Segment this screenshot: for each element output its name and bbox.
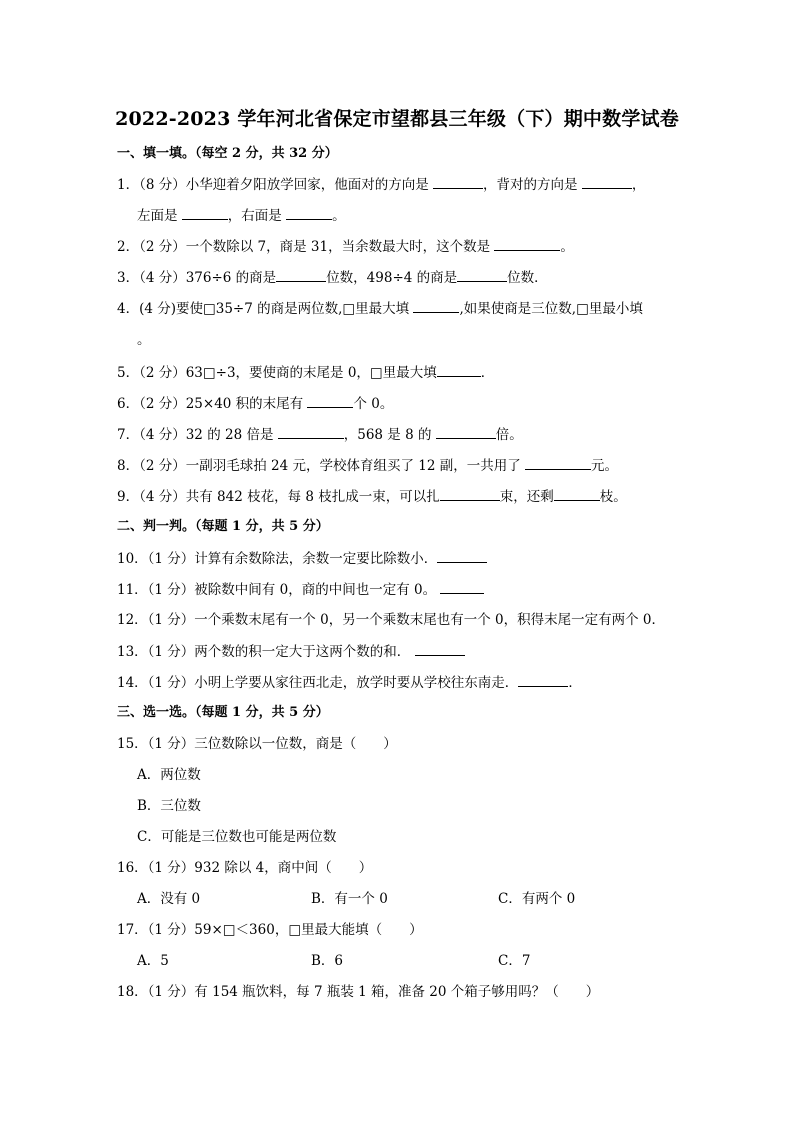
q14-text-b: ． [568,675,582,691]
q16-option-b[interactable]: B．有一个 0 [311,891,388,907]
question-9 [117,486,627,507]
question-6 [117,393,393,414]
section-heading-1: 一、填一填。（每空 2 分，共 32 分） [117,146,338,161]
q2-text-b: 。 [560,239,574,255]
question-15-stem: 15．（1 分）三位数除以一位数，商是（ ） [117,736,397,752]
q9-text-b: 束，还剩 [499,489,554,505]
q3-text-c: 位数． [507,270,548,286]
answer-blank[interactable] [494,236,560,251]
answer-blank[interactable] [182,205,228,220]
answer-blank[interactable] [437,362,481,377]
q7-text-b: ，568 是 8 的 [343,427,432,443]
q5-text-b: ． [480,365,495,381]
question-4-line-2 [137,329,151,350]
q11-text: 11．（1 分）被除数中间有 0，商的中间也一定有 0。 [117,582,437,598]
q6-text-b: 个 0。 [353,396,394,412]
answer-blank[interactable] [554,486,600,501]
answer-blank[interactable] [437,548,487,563]
q8-text-b: 元。 [591,458,619,474]
question-5 [117,362,494,383]
answer-blank[interactable] [518,672,568,687]
answer-blank[interactable] [278,424,344,439]
page-title: 2022-2023 学年河北省保定市望都县三年级（下）期中数学试卷 [115,108,679,130]
q9-text-a: 9．（4 分）共有 842 枝花，每 8 枝扎成一束，可以扎 [117,489,440,505]
answer-blank[interactable] [440,486,500,501]
section-heading-2: 二、判一判。（每题 1 分，共 5 分） [117,519,329,534]
answer-blank[interactable] [582,174,632,189]
q2-text-a: 2．（2 分）一个数除以 7，商是 31，当余数最大时，这个数是 [117,239,491,255]
question-8 [117,455,618,476]
question-7 [117,424,523,445]
q8-text-a: 8．（2 分）一副羽毛球拍 24 元，学校体育组买了 12 副，一共用了 [117,458,521,474]
q17-option-b[interactable]: B．6 [311,953,344,969]
q1-text-f: 。 [332,208,346,224]
answer-blank[interactable] [433,174,483,189]
q17-option-a[interactable]: A．5 [137,953,169,969]
q1-text-e: ，右面是 [227,208,282,224]
q1-text-a: 1．（8 分）小华迎着夕阳放学回家，他面对的方向是 [117,177,429,193]
q4-text-c: 。 [137,332,151,348]
q16-option-a[interactable]: A．没有 0 [137,891,201,907]
answer-blank[interactable] [440,579,484,594]
question-12 [117,610,665,630]
answer-blank[interactable] [436,424,496,439]
answer-blank[interactable] [307,393,353,408]
question-14 [117,672,582,693]
q10-text: 10．（1 分）计算有余数除法，余数一定要比除数小． [117,551,438,567]
question-1-line-2 [137,205,346,226]
answer-blank[interactable] [415,641,465,656]
section-heading-3: 三、选一选。（每题 1 分，共 5 分） [117,705,329,720]
answer-blank[interactable] [525,455,591,470]
question-11 [117,579,484,600]
question-13 [117,641,465,662]
question-4-line-1 [117,298,643,319]
question-2 [117,236,574,257]
question-16-stem: 16．（1 分）932 除以 4，商中间（ ） [117,860,373,876]
q7-text-c: 倍。 [495,427,523,443]
q15-option-c[interactable]: C．可能是三位数也可能是两位数 [137,829,337,845]
question-10 [117,548,487,569]
q1-text-d: 左面是 [137,208,178,224]
q3-text-b: 位数，498÷4 的商是 [326,270,458,286]
q5-text-a: 5．（2 分）63□÷3，要使商的末尾是 0，□里最大填 [117,365,437,381]
question-3 [117,267,548,288]
q1-text-c: ， [631,177,646,193]
question-17-stem: 17．（1 分）59×□＜360，□里最大能填（ ） [117,922,423,938]
answer-blank[interactable] [457,267,507,282]
q15-option-b[interactable]: B．三位数 [137,798,201,814]
q13-text: 13．（1 分）两个数的积一定大于这两个数的和． [117,644,411,660]
q12-text: 12．（1 分）一个乘数末尾有一个 0，另一个乘数末尾也有一个 0，积得末尾一定有两个 0． [117,612,665,628]
question-18-stem: 18．（1 分）有 154 瓶饮料，每 7 瓶装 1 箱，准备 20 个箱子够用吗？（ ） [117,984,600,1000]
q16-option-c[interactable]: C．有两个 0 [498,891,576,907]
q3-text-a: 3．（4 分）376÷6 的商是 [117,270,277,286]
answer-blank[interactable] [276,267,326,282]
q6-text-a: 6．（2 分）25×40 积的末尾有 [117,396,304,412]
question-1-line-1 [117,174,645,195]
answer-blank[interactable] [286,205,332,220]
q17-option-c[interactable]: C．7 [498,953,531,969]
q9-text-c: 枝。 [599,489,627,505]
q15-option-a[interactable]: A．两位数 [137,767,201,783]
q4-text-a: 4．(4 分)要使□35÷7 的商是两位数,□里最大填 [117,301,410,317]
q4-text-b: ,如果使商是三位数,□里最小填 [459,301,643,317]
q1-text-b: ，背对的方向是 [483,177,578,193]
q14-text-a: 14．（1 分）小明上学要从家往西北走，放学时要从学校往东南走． [117,675,519,691]
answer-blank[interactable] [413,298,459,313]
q7-text-a: 7．（4 分）32 的 28 倍是 [117,427,274,443]
